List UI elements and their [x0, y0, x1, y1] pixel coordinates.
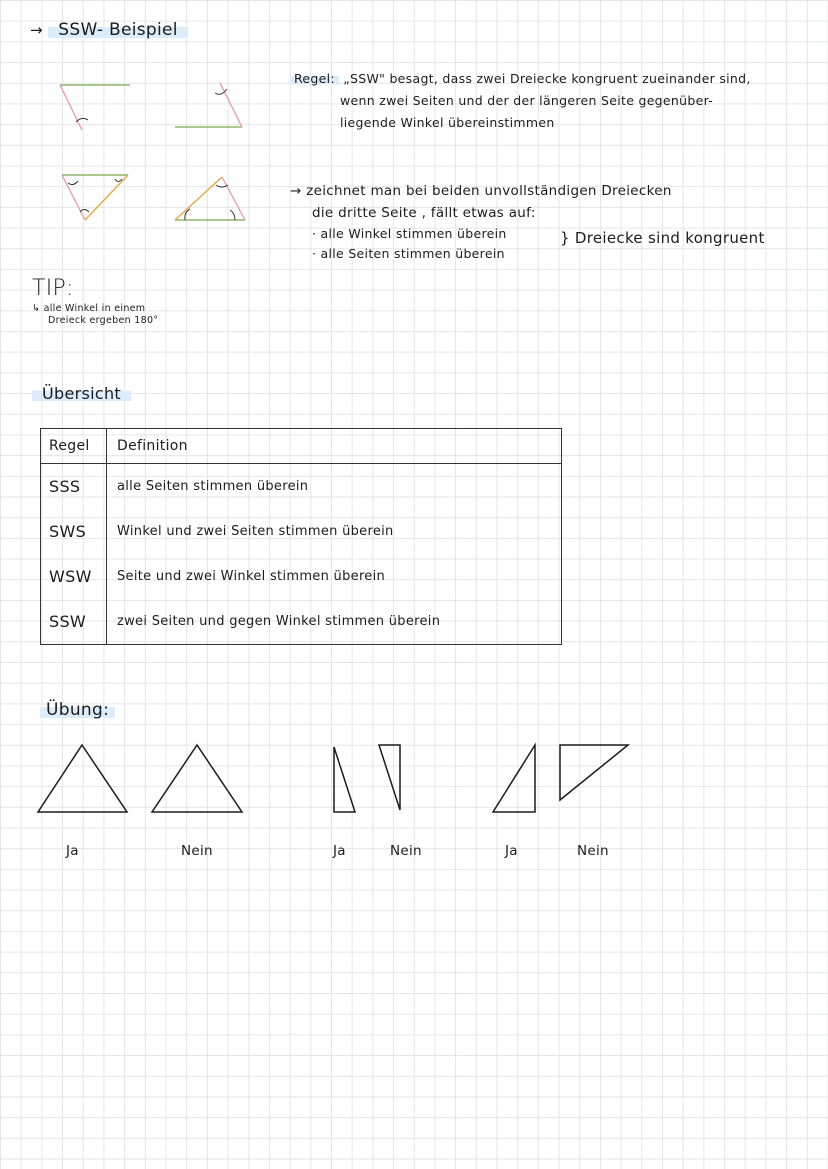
answer-5: Ja — [505, 843, 518, 859]
section-title: SSW- Beispiel — [48, 20, 188, 40]
rule-definition: zwei Seiten und gegen Winkel stimmen überein — [107, 599, 562, 645]
exercise-triangle-6 — [560, 745, 628, 800]
tip-title: TIP: — [32, 276, 74, 301]
rule-code: SSS — [41, 464, 107, 510]
side-pink — [220, 83, 242, 127]
header-rule: Regel — [41, 429, 107, 464]
answer-1: Ja — [66, 843, 79, 859]
observation-block — [290, 180, 820, 264]
table-row — [41, 599, 562, 645]
exercise-triangle-2 — [152, 745, 242, 812]
answer-3: Ja — [333, 843, 346, 859]
answer-6: Nein — [577, 843, 609, 859]
tip-block — [32, 276, 158, 327]
side-orange — [85, 175, 128, 220]
incomplete-triangle-2 — [175, 83, 242, 127]
angle-mark — [115, 179, 122, 182]
exercise-heading — [40, 700, 115, 720]
rule-block — [290, 68, 810, 134]
exercise-triangle-4 — [379, 745, 400, 810]
rule-definition: Seite und zwei Winkel stimmen überein — [107, 554, 562, 599]
rule-label: Regel: — [290, 71, 339, 86]
observation-line-1: → zeichnet man bei beiden unvollständigen Dreiecken — [290, 183, 672, 199]
rules-table — [40, 428, 562, 645]
observation-line-2: die dritte Seite , fällt etwas auf: — [312, 205, 536, 221]
rule-line-1: „SSW" besagt, dass zwei Dreiecke kongruent zueinander sind, — [343, 71, 751, 86]
overview-heading — [32, 384, 131, 403]
exercise-title: Übung: — [40, 700, 115, 720]
table-row — [41, 509, 562, 554]
tip-line-2: Dreieck ergeben 180° — [48, 315, 159, 326]
side-pink — [60, 85, 82, 130]
observation-bullet-2: · alle Seiten stimmen überein — [312, 246, 505, 261]
rule-code: WSW — [41, 554, 107, 599]
table-header-row — [41, 429, 562, 464]
side-orange — [175, 177, 222, 220]
tip-line-1: ↳ alle Winkel in einem — [32, 303, 146, 314]
completed-triangle-1 — [62, 175, 128, 220]
arrow-icon: → — [30, 21, 43, 39]
rule-line-3: liegende Winkel übereinstimmen — [340, 115, 555, 130]
exercise-triangles — [0, 735, 828, 820]
observation-conclusion: } Dreiecke sind kongruent — [560, 229, 765, 247]
side-pink — [62, 175, 85, 220]
ssw-example-sketches — [50, 75, 260, 235]
rule-code: SSW — [41, 599, 107, 645]
exercise-triangle-5 — [493, 745, 535, 812]
rule-code: SWS — [41, 509, 107, 554]
overview-title: Übersicht — [32, 384, 131, 403]
table-row — [41, 464, 562, 510]
rule-definition: alle Seiten stimmen überein — [107, 464, 562, 510]
rule-line-2: wenn zwei Seiten und der der längeren Seite gegenüber- — [340, 93, 714, 108]
table-row — [41, 554, 562, 599]
angle-mark — [68, 181, 78, 185]
header-definition: Definition — [107, 429, 562, 464]
incomplete-triangle-1 — [60, 85, 130, 130]
angle-mark — [230, 210, 235, 220]
completed-triangle-2 — [175, 177, 245, 220]
rule-definition: Winkel und zwei Seiten stimmen überein — [107, 509, 562, 554]
answer-2: Nein — [181, 843, 213, 859]
observation-bullet-1: · alle Winkel stimmen überein — [312, 226, 507, 241]
answer-4: Nein — [390, 843, 422, 859]
exercise-triangle-3 — [334, 747, 355, 812]
exercise-triangle-1 — [38, 745, 127, 812]
section-heading — [30, 20, 188, 40]
